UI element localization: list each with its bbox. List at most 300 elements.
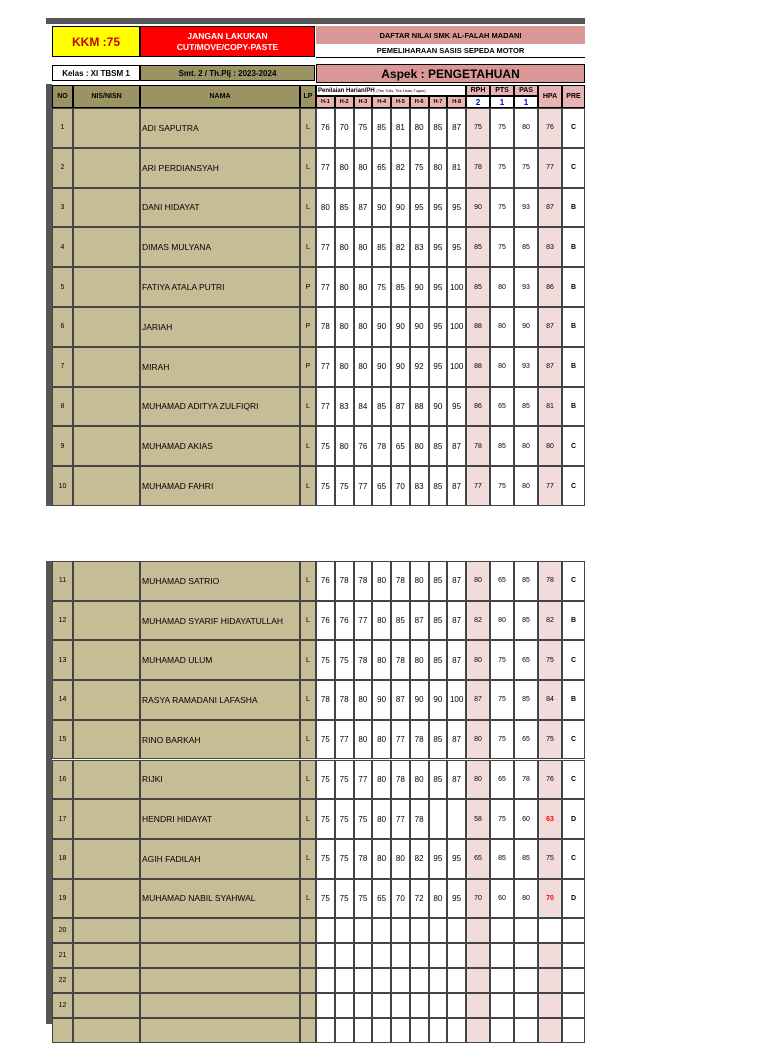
cell-lp[interactable]: L bbox=[300, 188, 316, 228]
cell-nama[interactable]: RINO BARKAH bbox=[140, 720, 300, 760]
cell-rph[interactable]: 85 bbox=[466, 267, 490, 307]
cell-lp[interactable]: L bbox=[300, 387, 316, 427]
cell-nama[interactable] bbox=[140, 993, 300, 1018]
cell-pts[interactable]: 75 bbox=[490, 680, 514, 720]
cell-h3[interactable]: 78 bbox=[354, 561, 373, 601]
cell-pre[interactable] bbox=[562, 968, 585, 993]
cell-nis[interactable] bbox=[73, 720, 140, 760]
cell-h2[interactable]: 80 bbox=[335, 148, 354, 188]
cell-h2[interactable]: 75 bbox=[335, 879, 354, 919]
cell-hpa[interactable]: 84 bbox=[538, 680, 562, 720]
cell-h8[interactable] bbox=[447, 993, 466, 1018]
cell-h8[interactable] bbox=[447, 1018, 466, 1043]
cell-pas[interactable]: 80 bbox=[514, 879, 538, 919]
cell-h8[interactable]: 100 bbox=[447, 680, 466, 720]
cell-h6[interactable] bbox=[410, 968, 429, 993]
cell-pts[interactable]: 75 bbox=[490, 799, 514, 839]
cell-hpa[interactable]: 76 bbox=[538, 760, 562, 800]
cell-h8[interactable]: 87 bbox=[447, 466, 466, 506]
cell-pts[interactable]: 75 bbox=[490, 108, 514, 148]
cell-h6[interactable] bbox=[410, 1018, 429, 1043]
cell-pre[interactable]: B bbox=[562, 347, 585, 387]
cell-h8[interactable]: 100 bbox=[447, 307, 466, 347]
cell-h2[interactable]: 75 bbox=[335, 839, 354, 879]
cell-h8[interactable]: 81 bbox=[447, 148, 466, 188]
cell-pts[interactable] bbox=[490, 1018, 514, 1043]
cell-pre[interactable]: B bbox=[562, 227, 585, 267]
cell-h8[interactable] bbox=[447, 968, 466, 993]
cell-h5[interactable]: 82 bbox=[391, 227, 410, 267]
cell-no[interactable] bbox=[52, 1018, 73, 1043]
cell-lp[interactable]: L bbox=[300, 426, 316, 466]
cell-h7[interactable] bbox=[429, 943, 448, 968]
cell-h1[interactable] bbox=[316, 993, 335, 1018]
cell-hpa[interactable] bbox=[538, 918, 562, 943]
cell-h4[interactable]: 78 bbox=[372, 426, 391, 466]
cell-pts[interactable]: 65 bbox=[490, 760, 514, 800]
cell-no[interactable]: 19 bbox=[52, 879, 73, 919]
cell-h4[interactable]: 80 bbox=[372, 601, 391, 641]
cell-h4[interactable] bbox=[372, 993, 391, 1018]
cell-hpa[interactable]: 82 bbox=[538, 601, 562, 641]
cell-h8[interactable]: 87 bbox=[447, 561, 466, 601]
cell-nis[interactable] bbox=[73, 267, 140, 307]
cell-h6[interactable]: 80 bbox=[410, 108, 429, 148]
cell-h4[interactable]: 80 bbox=[372, 839, 391, 879]
cell-h1[interactable] bbox=[316, 943, 335, 968]
cell-h2[interactable]: 76 bbox=[335, 601, 354, 641]
cell-h5[interactable]: 78 bbox=[391, 760, 410, 800]
cell-h7[interactable]: 90 bbox=[429, 387, 448, 427]
cell-lp[interactable]: P bbox=[300, 307, 316, 347]
cell-nis[interactable] bbox=[73, 426, 140, 466]
cell-no[interactable]: 14 bbox=[52, 680, 73, 720]
cell-h4[interactable]: 80 bbox=[372, 760, 391, 800]
cell-pre[interactable]: C bbox=[562, 720, 585, 760]
cell-h8[interactable]: 87 bbox=[447, 108, 466, 148]
cell-no[interactable]: 9 bbox=[52, 426, 73, 466]
cell-rph[interactable]: 80 bbox=[466, 561, 490, 601]
cell-nis[interactable] bbox=[73, 601, 140, 641]
cell-h1[interactable]: 75 bbox=[316, 799, 335, 839]
cell-h3[interactable]: 78 bbox=[354, 640, 373, 680]
cell-rph[interactable]: 85 bbox=[466, 227, 490, 267]
cell-rph[interactable]: 78 bbox=[466, 426, 490, 466]
cell-lp[interactable]: L bbox=[300, 879, 316, 919]
cell-h4[interactable] bbox=[372, 943, 391, 968]
cell-lp[interactable]: L bbox=[300, 799, 316, 839]
cell-pas[interactable]: 85 bbox=[514, 387, 538, 427]
cell-nis[interactable] bbox=[73, 680, 140, 720]
cell-no[interactable]: 18 bbox=[52, 839, 73, 879]
cell-pts[interactable]: 75 bbox=[490, 720, 514, 760]
cell-nama[interactable]: MUHAMAD SYARIF HIDAYATULLAH bbox=[140, 601, 300, 641]
cell-nama[interactable] bbox=[140, 943, 300, 968]
cell-h7[interactable]: 95 bbox=[429, 307, 448, 347]
cell-h1[interactable]: 76 bbox=[316, 108, 335, 148]
cell-h1[interactable]: 77 bbox=[316, 347, 335, 387]
cell-h1[interactable]: 77 bbox=[316, 267, 335, 307]
cell-pts[interactable] bbox=[490, 993, 514, 1018]
cell-rph[interactable]: 75 bbox=[466, 108, 490, 148]
cell-rph[interactable]: 78 bbox=[466, 148, 490, 188]
cell-h1[interactable]: 78 bbox=[316, 680, 335, 720]
cell-pts[interactable]: 75 bbox=[490, 466, 514, 506]
cell-hpa[interactable]: 76 bbox=[538, 108, 562, 148]
cell-h3[interactable]: 80 bbox=[354, 148, 373, 188]
cell-h2[interactable]: 75 bbox=[335, 466, 354, 506]
cell-h6[interactable]: 88 bbox=[410, 387, 429, 427]
cell-rph[interactable]: 88 bbox=[466, 307, 490, 347]
cell-pre[interactable]: B bbox=[562, 188, 585, 228]
cell-lp[interactable]: L bbox=[300, 466, 316, 506]
cell-pts[interactable]: 75 bbox=[490, 227, 514, 267]
cell-h5[interactable]: 87 bbox=[391, 387, 410, 427]
cell-pas[interactable]: 93 bbox=[514, 347, 538, 387]
cell-hpa[interactable]: 78 bbox=[538, 561, 562, 601]
cell-h1[interactable]: 77 bbox=[316, 387, 335, 427]
cell-no[interactable]: 3 bbox=[52, 188, 73, 228]
cell-nama[interactable]: DIMAS MULYANA bbox=[140, 227, 300, 267]
cell-pas[interactable]: 75 bbox=[514, 148, 538, 188]
cell-nama[interactable] bbox=[140, 968, 300, 993]
cell-nis[interactable] bbox=[73, 760, 140, 800]
cell-no[interactable]: 15 bbox=[52, 720, 73, 760]
cell-nis[interactable] bbox=[73, 188, 140, 228]
cell-nis[interactable] bbox=[73, 799, 140, 839]
cell-h5[interactable]: 65 bbox=[391, 426, 410, 466]
cell-no[interactable]: 2 bbox=[52, 148, 73, 188]
cell-hpa[interactable] bbox=[538, 968, 562, 993]
cell-h7[interactable]: 95 bbox=[429, 267, 448, 307]
cell-h7[interactable]: 85 bbox=[429, 760, 448, 800]
cell-pre[interactable] bbox=[562, 918, 585, 943]
cell-pts[interactable]: 75 bbox=[490, 188, 514, 228]
cell-hpa[interactable] bbox=[538, 1018, 562, 1043]
cell-h8[interactable]: 95 bbox=[447, 839, 466, 879]
cell-rph[interactable]: 86 bbox=[466, 387, 490, 427]
cell-h5[interactable]: 85 bbox=[391, 601, 410, 641]
cell-h4[interactable]: 80 bbox=[372, 720, 391, 760]
cell-h6[interactable]: 72 bbox=[410, 879, 429, 919]
cell-pts[interactable]: 80 bbox=[490, 347, 514, 387]
cell-h6[interactable] bbox=[410, 993, 429, 1018]
cell-h7[interactable]: 95 bbox=[429, 347, 448, 387]
cell-hpa[interactable]: 87 bbox=[538, 307, 562, 347]
cell-hpa[interactable] bbox=[538, 943, 562, 968]
cell-pre[interactable]: C bbox=[562, 466, 585, 506]
cell-hpa[interactable]: 81 bbox=[538, 387, 562, 427]
cell-h2[interactable]: 80 bbox=[335, 307, 354, 347]
cell-rph[interactable]: 82 bbox=[466, 601, 490, 641]
cell-h3[interactable]: 80 bbox=[354, 720, 373, 760]
cell-pre[interactable]: B bbox=[562, 307, 585, 347]
cell-h8[interactable] bbox=[447, 918, 466, 943]
cell-pre[interactable]: C bbox=[562, 640, 585, 680]
cell-h8[interactable]: 95 bbox=[447, 879, 466, 919]
cell-nis[interactable] bbox=[73, 227, 140, 267]
cell-pre[interactable]: C bbox=[562, 108, 585, 148]
cell-lp[interactable] bbox=[300, 968, 316, 993]
cell-pas[interactable]: 85 bbox=[514, 680, 538, 720]
cell-h7[interactable]: 85 bbox=[429, 108, 448, 148]
cell-h5[interactable] bbox=[391, 1018, 410, 1043]
cell-rph[interactable]: 88 bbox=[466, 347, 490, 387]
cell-h2[interactable] bbox=[335, 968, 354, 993]
cell-pas[interactable]: 80 bbox=[514, 466, 538, 506]
cell-nis[interactable] bbox=[73, 387, 140, 427]
cell-h2[interactable]: 78 bbox=[335, 561, 354, 601]
cell-h7[interactable]: 95 bbox=[429, 188, 448, 228]
cell-nama[interactable]: RIJKI bbox=[140, 760, 300, 800]
cell-h5[interactable]: 85 bbox=[391, 267, 410, 307]
cell-nis[interactable] bbox=[73, 879, 140, 919]
cell-rph[interactable]: 80 bbox=[466, 720, 490, 760]
cell-h8[interactable]: 100 bbox=[447, 267, 466, 307]
cell-pas[interactable]: 85 bbox=[514, 601, 538, 641]
cell-rph[interactable]: 80 bbox=[466, 640, 490, 680]
cell-h7[interactable] bbox=[429, 1018, 448, 1043]
cell-nis[interactable] bbox=[73, 839, 140, 879]
cell-h1[interactable]: 76 bbox=[316, 601, 335, 641]
cell-lp[interactable]: L bbox=[300, 108, 316, 148]
cell-h3[interactable]: 80 bbox=[354, 680, 373, 720]
cell-hpa[interactable]: 77 bbox=[538, 148, 562, 188]
cell-h4[interactable]: 80 bbox=[372, 799, 391, 839]
cell-no[interactable]: 6 bbox=[52, 307, 73, 347]
cell-pre[interactable]: D bbox=[562, 879, 585, 919]
cell-pas[interactable]: 65 bbox=[514, 640, 538, 680]
cell-no[interactable]: 20 bbox=[52, 918, 73, 943]
cell-h5[interactable]: 87 bbox=[391, 680, 410, 720]
cell-hpa[interactable]: 70 bbox=[538, 879, 562, 919]
cell-h4[interactable] bbox=[372, 968, 391, 993]
cell-h7[interactable]: 95 bbox=[429, 227, 448, 267]
cell-h7[interactable]: 85 bbox=[429, 720, 448, 760]
cell-h8[interactable]: 100 bbox=[447, 347, 466, 387]
cell-pas[interactable]: 93 bbox=[514, 188, 538, 228]
cell-hpa[interactable]: 77 bbox=[538, 466, 562, 506]
cell-pts[interactable]: 80 bbox=[490, 307, 514, 347]
cell-h5[interactable]: 80 bbox=[391, 839, 410, 879]
cell-nama[interactable] bbox=[140, 918, 300, 943]
cell-h2[interactable] bbox=[335, 993, 354, 1018]
cell-h5[interactable]: 70 bbox=[391, 466, 410, 506]
cell-h5[interactable]: 77 bbox=[391, 720, 410, 760]
cell-h1[interactable]: 78 bbox=[316, 307, 335, 347]
cell-h8[interactable]: 87 bbox=[447, 760, 466, 800]
cell-no[interactable]: 4 bbox=[52, 227, 73, 267]
cell-nis[interactable] bbox=[73, 968, 140, 993]
cell-h6[interactable]: 80 bbox=[410, 426, 429, 466]
cell-pts[interactable]: 80 bbox=[490, 601, 514, 641]
cell-h2[interactable]: 75 bbox=[335, 640, 354, 680]
cell-rph[interactable]: 65 bbox=[466, 839, 490, 879]
cell-pts[interactable]: 75 bbox=[490, 640, 514, 680]
cell-pas[interactable] bbox=[514, 968, 538, 993]
cell-lp[interactable] bbox=[300, 943, 316, 968]
cell-lp[interactable] bbox=[300, 918, 316, 943]
cell-no[interactable]: 1 bbox=[52, 108, 73, 148]
cell-no[interactable]: 10 bbox=[52, 466, 73, 506]
cell-h1[interactable]: 75 bbox=[316, 760, 335, 800]
cell-h5[interactable]: 90 bbox=[391, 307, 410, 347]
cell-no[interactable]: 7 bbox=[52, 347, 73, 387]
cell-h2[interactable]: 80 bbox=[335, 267, 354, 307]
cell-h5[interactable] bbox=[391, 918, 410, 943]
cell-h3[interactable]: 84 bbox=[354, 387, 373, 427]
cell-rph[interactable]: 90 bbox=[466, 188, 490, 228]
cell-h5[interactable]: 78 bbox=[391, 640, 410, 680]
cell-hpa[interactable]: 75 bbox=[538, 839, 562, 879]
cell-h3[interactable]: 80 bbox=[354, 227, 373, 267]
cell-h8[interactable]: 87 bbox=[447, 720, 466, 760]
cell-h5[interactable] bbox=[391, 943, 410, 968]
cell-pre[interactable]: C bbox=[562, 426, 585, 466]
cell-h3[interactable] bbox=[354, 1018, 373, 1043]
cell-lp[interactable]: L bbox=[300, 148, 316, 188]
cell-h6[interactable] bbox=[410, 943, 429, 968]
cell-h6[interactable]: 87 bbox=[410, 601, 429, 641]
cell-hpa[interactable]: 83 bbox=[538, 227, 562, 267]
cell-h2[interactable] bbox=[335, 918, 354, 943]
cell-nis[interactable] bbox=[73, 918, 140, 943]
cell-h8[interactable] bbox=[447, 799, 466, 839]
cell-nis[interactable] bbox=[73, 943, 140, 968]
cell-rph[interactable]: 80 bbox=[466, 760, 490, 800]
cell-h8[interactable]: 87 bbox=[447, 426, 466, 466]
cell-pts[interactable]: 60 bbox=[490, 879, 514, 919]
cell-h2[interactable]: 80 bbox=[335, 227, 354, 267]
cell-h1[interactable]: 80 bbox=[316, 188, 335, 228]
cell-h7[interactable] bbox=[429, 968, 448, 993]
cell-nama[interactable]: FATIYA ATALA PUTRI bbox=[140, 267, 300, 307]
cell-lp[interactable] bbox=[300, 993, 316, 1018]
cell-h6[interactable]: 80 bbox=[410, 760, 429, 800]
cell-h7[interactable]: 85 bbox=[429, 640, 448, 680]
cell-h2[interactable]: 83 bbox=[335, 387, 354, 427]
cell-h2[interactable]: 80 bbox=[335, 347, 354, 387]
cell-hpa[interactable]: 87 bbox=[538, 347, 562, 387]
cell-h1[interactable] bbox=[316, 968, 335, 993]
cell-nama[interactable]: JARIAH bbox=[140, 307, 300, 347]
cell-lp[interactable]: L bbox=[300, 561, 316, 601]
cell-pre[interactable] bbox=[562, 1018, 585, 1043]
cell-pas[interactable]: 60 bbox=[514, 799, 538, 839]
cell-h3[interactable]: 75 bbox=[354, 108, 373, 148]
cell-lp[interactable]: L bbox=[300, 601, 316, 641]
cell-no[interactable]: 8 bbox=[52, 387, 73, 427]
cell-lp[interactable]: L bbox=[300, 760, 316, 800]
cell-h4[interactable]: 75 bbox=[372, 267, 391, 307]
cell-h3[interactable]: 80 bbox=[354, 267, 373, 307]
cell-h4[interactable]: 85 bbox=[372, 387, 391, 427]
cell-pre[interactable]: C bbox=[562, 839, 585, 879]
cell-pre[interactable]: B bbox=[562, 267, 585, 307]
cell-no[interactable]: 16 bbox=[52, 760, 73, 800]
cell-pas[interactable]: 80 bbox=[514, 108, 538, 148]
cell-nama[interactable]: ADI SAPUTRA bbox=[140, 108, 300, 148]
cell-lp[interactable]: L bbox=[300, 720, 316, 760]
cell-pas[interactable] bbox=[514, 943, 538, 968]
cell-hpa[interactable]: 63 bbox=[538, 799, 562, 839]
cell-h6[interactable]: 78 bbox=[410, 720, 429, 760]
cell-h4[interactable] bbox=[372, 1018, 391, 1043]
cell-nama[interactable] bbox=[140, 1018, 300, 1043]
cell-nama[interactable]: MUHAMAD NABIL SYAHWAL bbox=[140, 879, 300, 919]
cell-rph[interactable]: 77 bbox=[466, 466, 490, 506]
cell-pas[interactable]: 85 bbox=[514, 561, 538, 601]
cell-h4[interactable]: 65 bbox=[372, 148, 391, 188]
cell-h3[interactable]: 76 bbox=[354, 426, 373, 466]
cell-h2[interactable]: 85 bbox=[335, 188, 354, 228]
cell-h5[interactable] bbox=[391, 968, 410, 993]
cell-h6[interactable]: 90 bbox=[410, 307, 429, 347]
cell-pre[interactable]: D bbox=[562, 799, 585, 839]
cell-rph[interactable] bbox=[466, 943, 490, 968]
cell-pre[interactable]: B bbox=[562, 387, 585, 427]
cell-pas[interactable]: 90 bbox=[514, 307, 538, 347]
cell-lp[interactable]: P bbox=[300, 267, 316, 307]
cell-h8[interactable] bbox=[447, 943, 466, 968]
cell-h7[interactable] bbox=[429, 993, 448, 1018]
cell-h4[interactable]: 90 bbox=[372, 347, 391, 387]
cell-hpa[interactable]: 80 bbox=[538, 426, 562, 466]
cell-h1[interactable] bbox=[316, 918, 335, 943]
cell-h5[interactable]: 70 bbox=[391, 879, 410, 919]
cell-pts[interactable] bbox=[490, 918, 514, 943]
cell-nis[interactable] bbox=[73, 148, 140, 188]
cell-h6[interactable]: 90 bbox=[410, 680, 429, 720]
cell-lp[interactable] bbox=[300, 1018, 316, 1043]
cell-h8[interactable]: 95 bbox=[447, 188, 466, 228]
cell-pas[interactable] bbox=[514, 993, 538, 1018]
cell-nama[interactable]: MUHAMAD AKIAS bbox=[140, 426, 300, 466]
cell-h3[interactable]: 78 bbox=[354, 839, 373, 879]
cell-pts[interactable] bbox=[490, 943, 514, 968]
cell-h2[interactable]: 77 bbox=[335, 720, 354, 760]
cell-no[interactable]: 12 bbox=[52, 601, 73, 641]
cell-pts[interactable]: 65 bbox=[490, 387, 514, 427]
cell-h1[interactable]: 75 bbox=[316, 426, 335, 466]
cell-h1[interactable] bbox=[316, 1018, 335, 1043]
cell-pre[interactable]: C bbox=[562, 561, 585, 601]
cell-h2[interactable]: 78 bbox=[335, 680, 354, 720]
cell-lp[interactable]: L bbox=[300, 640, 316, 680]
cell-pre[interactable]: C bbox=[562, 148, 585, 188]
cell-pre[interactable] bbox=[562, 943, 585, 968]
cell-hpa[interactable]: 87 bbox=[538, 188, 562, 228]
cell-pre[interactable] bbox=[562, 993, 585, 1018]
cell-nama[interactable]: MIRAH bbox=[140, 347, 300, 387]
cell-h3[interactable]: 77 bbox=[354, 466, 373, 506]
cell-rph[interactable] bbox=[466, 918, 490, 943]
cell-nama[interactable]: MUHAMAD FAHRI bbox=[140, 466, 300, 506]
cell-pts[interactable]: 75 bbox=[490, 148, 514, 188]
cell-h6[interactable]: 83 bbox=[410, 227, 429, 267]
cell-h5[interactable] bbox=[391, 993, 410, 1018]
cell-h3[interactable]: 77 bbox=[354, 760, 373, 800]
cell-pas[interactable] bbox=[514, 918, 538, 943]
cell-pts[interactable]: 85 bbox=[490, 426, 514, 466]
cell-h6[interactable]: 95 bbox=[410, 188, 429, 228]
cell-h3[interactable]: 75 bbox=[354, 879, 373, 919]
cell-pts[interactable]: 85 bbox=[490, 839, 514, 879]
cell-h6[interactable]: 80 bbox=[410, 640, 429, 680]
cell-h2[interactable] bbox=[335, 1018, 354, 1043]
cell-rph[interactable] bbox=[466, 1018, 490, 1043]
cell-h7[interactable]: 80 bbox=[429, 148, 448, 188]
